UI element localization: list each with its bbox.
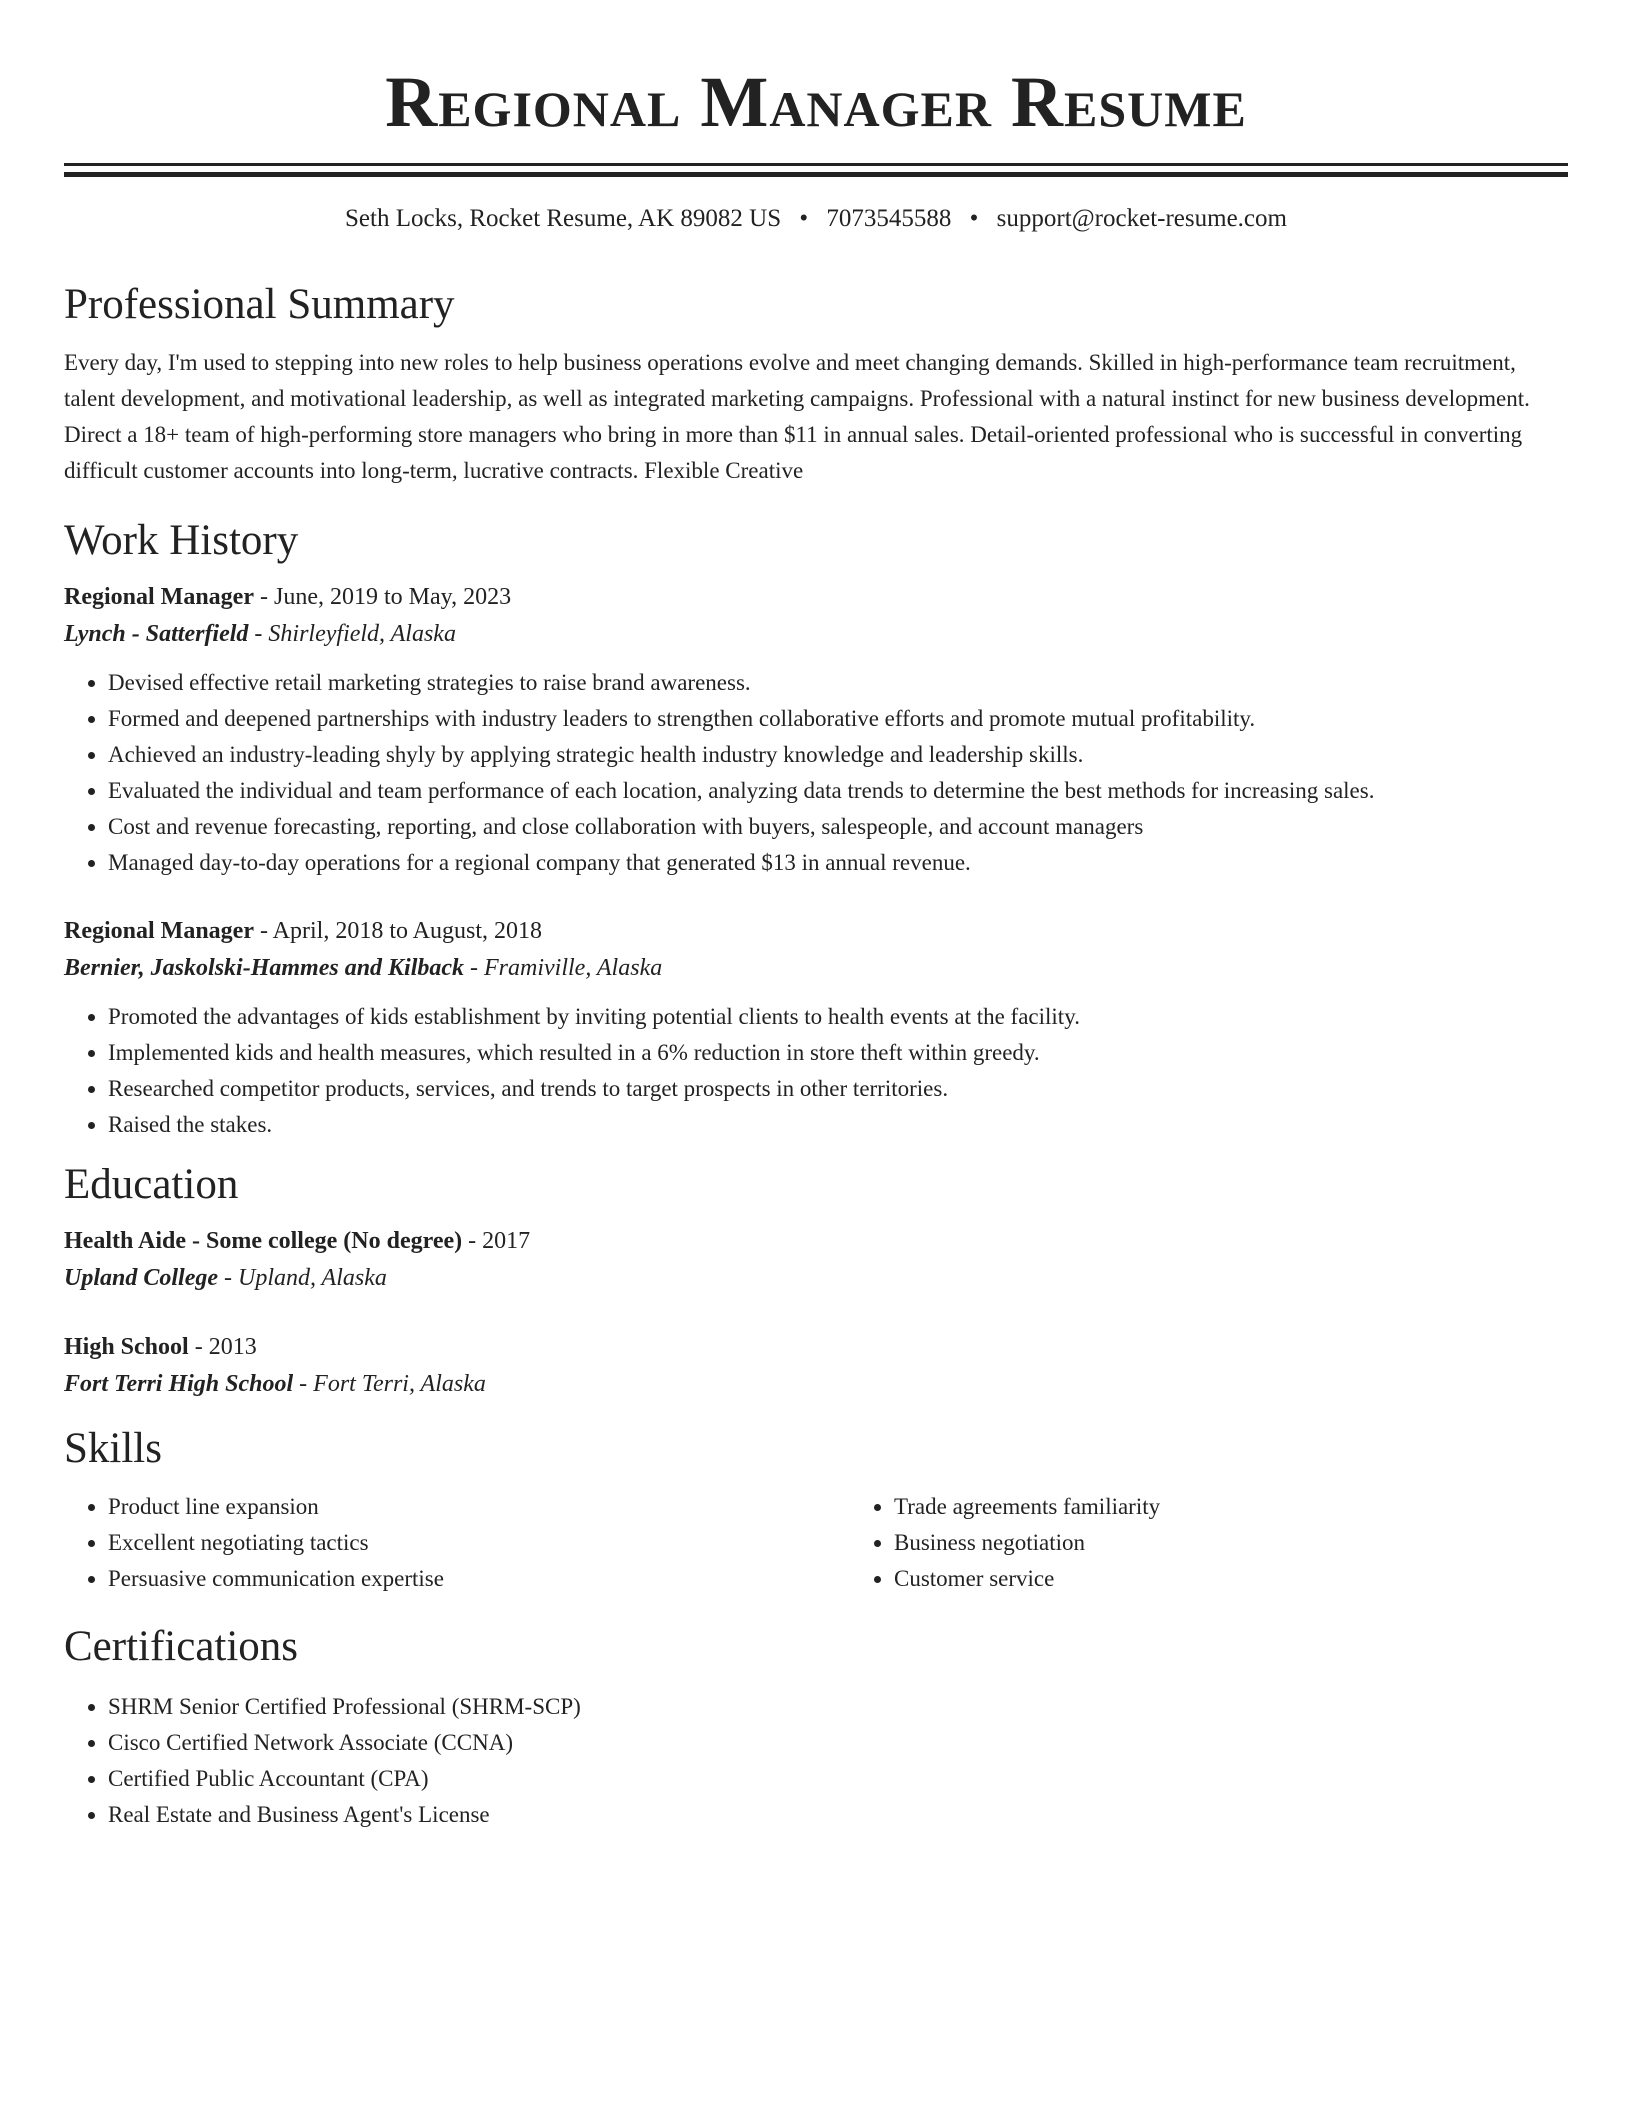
education-entry [64,1329,1568,1403]
education-degree: Health Aide - Some college (No degree) [64,1228,463,1254]
education-degree-line [64,1329,1568,1365]
skills-list-right [850,1489,1632,1597]
contact-email: support@rocket-resume.com [996,205,1287,232]
list-item: • Product line expansion [108,1489,850,1525]
certifications-section [64,1621,1568,1833]
list-item: • Trade agreements familiarity [894,1489,1632,1525]
list-item: • Devised effective retail marketing strategies to raise brand awareness. [108,665,1568,701]
list-item: • Managed day-to-day operations for a regional company that generated $13 in annual revenue. [108,845,1568,881]
list-item: • Researched competitor products, services, and trends to target prospects in other territories. [108,1071,1568,1107]
contact-address: Seth Locks, Rocket Resume, AK 89082 US [345,205,782,232]
summary-text: Every day, I'm used to stepping into new roles to help business operations evolve and meet changing demands. Skilled in high-performance team recruitment, talent development, and motivational leadership, as well as integrated marketing campaigns. Professional with a natural instinct for new business development. Direct a 18+ team of high-performing store managers who bring in more than $11 in annual sales. Detail-oriented professional who is successful in converting difficult customer accounts into long-term, lucrative contracts. Flexible Creative [64,350,1530,483]
education-school-line [64,1259,1568,1297]
skills-columns [64,1489,1568,1597]
work-history-section [64,515,1568,1143]
education-degree-line [64,1223,1568,1259]
list-item: • Evaluated the individual and team performance of each location, analyzing data trends to determine the best methods for increasing sales. [108,773,1568,809]
list-item: • Cisco Certified Network Associate (CCNA) [108,1725,1568,1761]
list-item: • Excellent negotiating tactics [108,1525,850,1561]
list-item: • Certified Public Accountant (CPA) [108,1761,1568,1797]
list-item: • Formed and deepened partnerships with industry leaders to strengthen collaborative efforts and promote mutual profitability. [108,701,1568,737]
job-company: Bernier, Jaskolski-Hammes and Kilback [64,955,465,981]
education-year: - 2013 [188,1334,257,1360]
contact-separator: • [799,205,809,232]
section-heading-summary: Professional Summary [64,281,455,328]
job-entry [64,579,1568,881]
list-item: • Promoted the advantages of kids establishment by inviting potential clients to health events at the facility. [108,999,1568,1035]
job-location: - Framiville, Alaska [464,955,663,981]
job-bullets [64,999,1568,1143]
job-title-line [64,579,1568,615]
job-title-line [64,913,1568,949]
job-company-line [64,615,1568,653]
skills-list-left [64,1489,850,1597]
section-heading-work: Work History [64,517,299,564]
education-location: - Fort Terri, Alaska [293,1371,486,1397]
education-school: Upland College [64,1265,218,1291]
section-heading-skills: Skills [64,1425,162,1472]
section-heading-education: Education [64,1161,239,1208]
education-section [64,1159,1568,1403]
education-school: Fort Terri High School [64,1371,294,1397]
list-item: • Cost and revenue forecasting, reporting, and close collaboration with buyers, salespeople, and account managers [108,809,1568,845]
job-dates: - April, 2018 to August, 2018 [253,918,542,944]
job-bullets [64,665,1568,881]
job-title: Regional Manager [64,584,254,610]
job-entry [64,913,1568,1143]
job-company: Lynch - Satterfield [64,621,249,647]
list-item: • SHRM Senior Certified Professional (SHRM-SCP) [108,1689,1568,1725]
contact-phone: 7073545588 [826,205,952,232]
list-item: • Raised the stakes. [108,1107,1568,1143]
skills-section [64,1423,1568,1597]
education-degree: High School [64,1334,189,1360]
education-school-line [64,1365,1568,1403]
contact-line [64,203,1568,235]
list-item: • Customer service [894,1561,1632,1597]
certifications-list [64,1689,1568,1833]
education-location: - Upland, Alaska [218,1265,387,1291]
job-company-line [64,949,1568,987]
job-title: Regional Manager [64,918,254,944]
section-heading-certifications: Certifications [64,1623,299,1670]
list-item: • Business negotiation [894,1525,1632,1561]
list-item: • Achieved an industry-leading shyly by applying strategic health industry knowledge and leadership skills. [108,737,1568,773]
list-item: • Persuasive communication expertise [108,1561,850,1597]
title-rule-bottom [64,172,1568,177]
title-rule-top [64,163,1568,166]
contact-separator: • [969,205,979,232]
summary-section [64,279,1568,489]
resume-title: Regional Manager Resume [385,62,1247,142]
education-year: - 2017 [462,1228,531,1254]
job-location: - Shirleyfield, Alaska [248,621,456,647]
education-entry [64,1223,1568,1297]
list-item: • Real Estate and Business Agent's License [108,1797,1568,1833]
list-item: • Implemented kids and health measures, which resulted in a 6% reduction in store theft within greedy. [108,1035,1568,1071]
job-dates: - June, 2019 to May, 2023 [253,584,512,610]
